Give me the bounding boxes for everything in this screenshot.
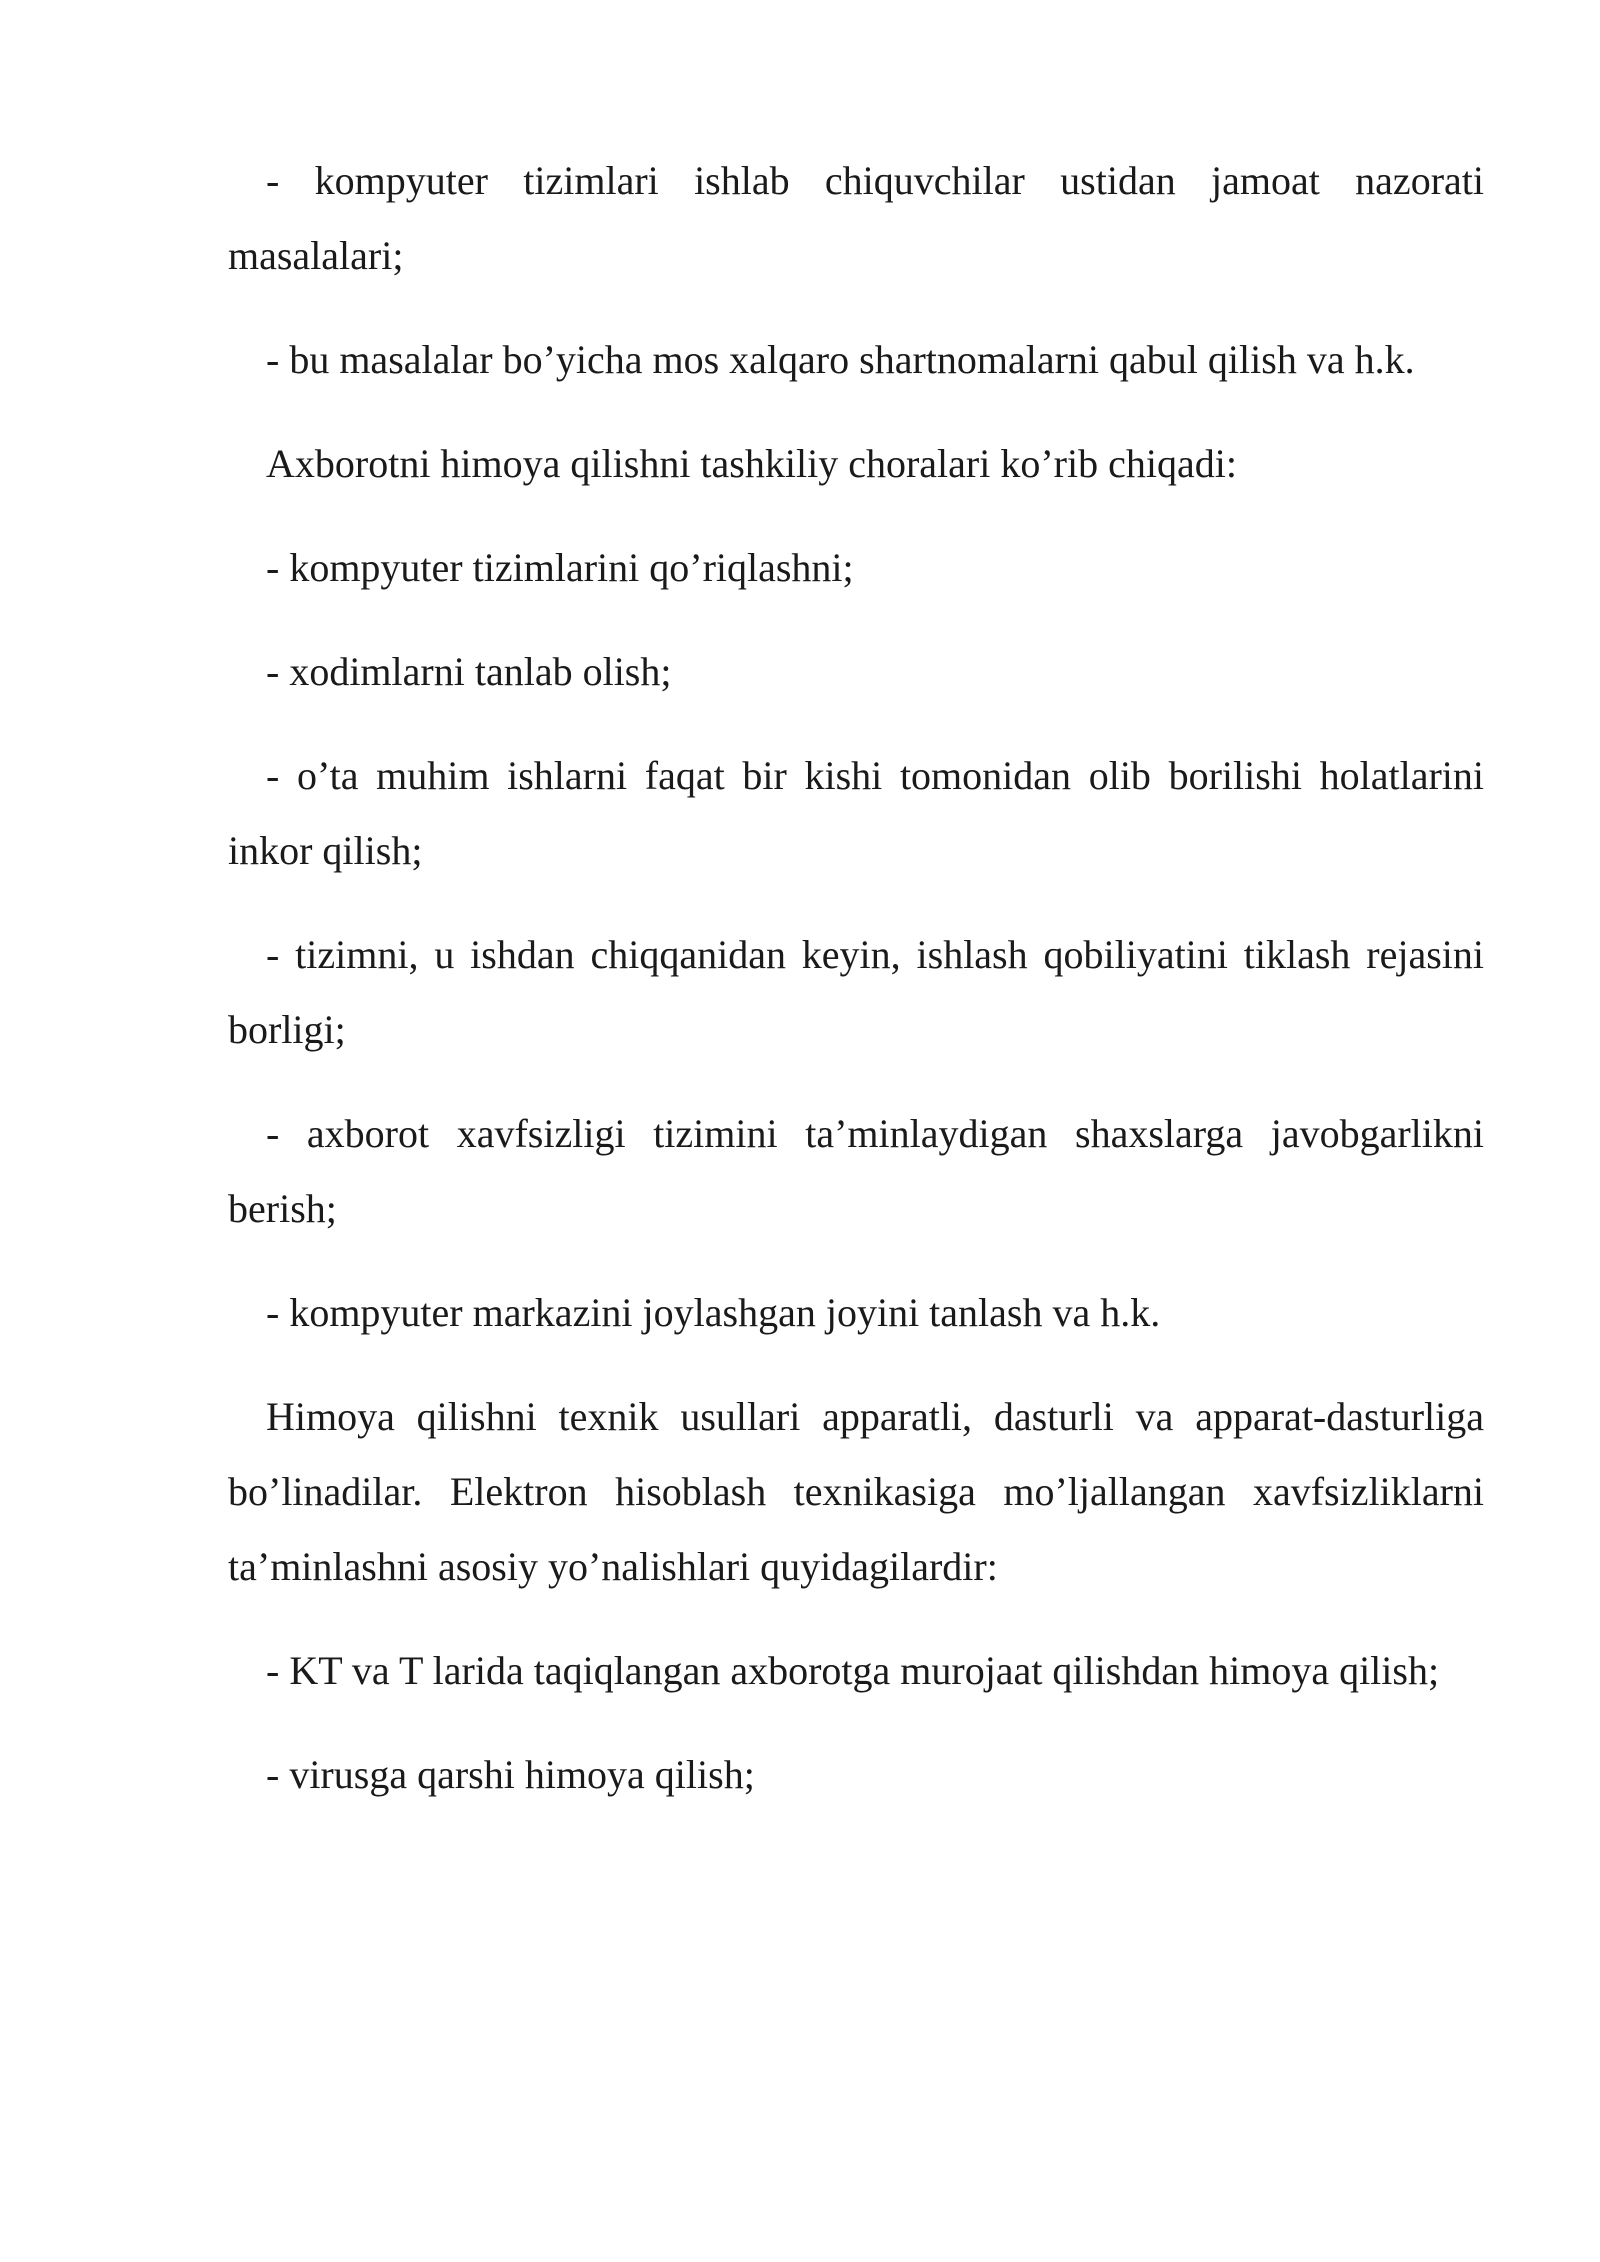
paragraph-3: Axborotni himoya qilishni tashkiliy choralari ko’rib chiqadi:	[266, 441, 1237, 486]
paragraph-1: - kompyuter tizimlari ishlab chiquvchilar ustidan jamoat nazorati masalalari;	[228, 158, 1484, 278]
paragraph-9: - kompyuter markazini joylashgan joyini tanlash va h.k.	[266, 1290, 1161, 1335]
document-body	[228, 143, 1484, 1841]
paragraph-5: - xodimlarni tanlab olish;	[266, 649, 672, 694]
paragraph-7: - tizimni, u ishdan chiqqanidan keyin, ishlash qobiliyatini tiklash rejasini borligi;	[228, 932, 1484, 1052]
paragraph-11: - KT va T larida taqiqlangan axborotga murojaat qilishdan himoya qilish;	[266, 1648, 1440, 1693]
paragraph-2: - bu masalalar bo’yicha mos xalqaro shartnomalarni qabul qilish va h.k.	[266, 337, 1415, 382]
paragraph-6: - o’ta muhim ishlarni faqat bir kishi tomonidan olib borilishi holatlarini inkor qilish;	[228, 753, 1484, 873]
paragraph-12: - virusga qarshi himoya qilish;	[266, 1752, 755, 1797]
paragraph-4: - kompyuter tizimlarini qo’riqlashni;	[266, 545, 854, 590]
paragraph-8: - axborot xavfsizligi tizimini ta’minlaydigan shaxslarga javobgarlikni berish;	[228, 1111, 1484, 1231]
paragraph-10: Himoya qilishni texnik usullari apparatli, dasturli va apparat-dasturliga bo’linadilar. Elektron hisoblash texnikasiga mo’ljallangan xavfsizliklarni ta’minlashni asosiy yo’nalishlari quyidagilardir:	[228, 1394, 1484, 1589]
